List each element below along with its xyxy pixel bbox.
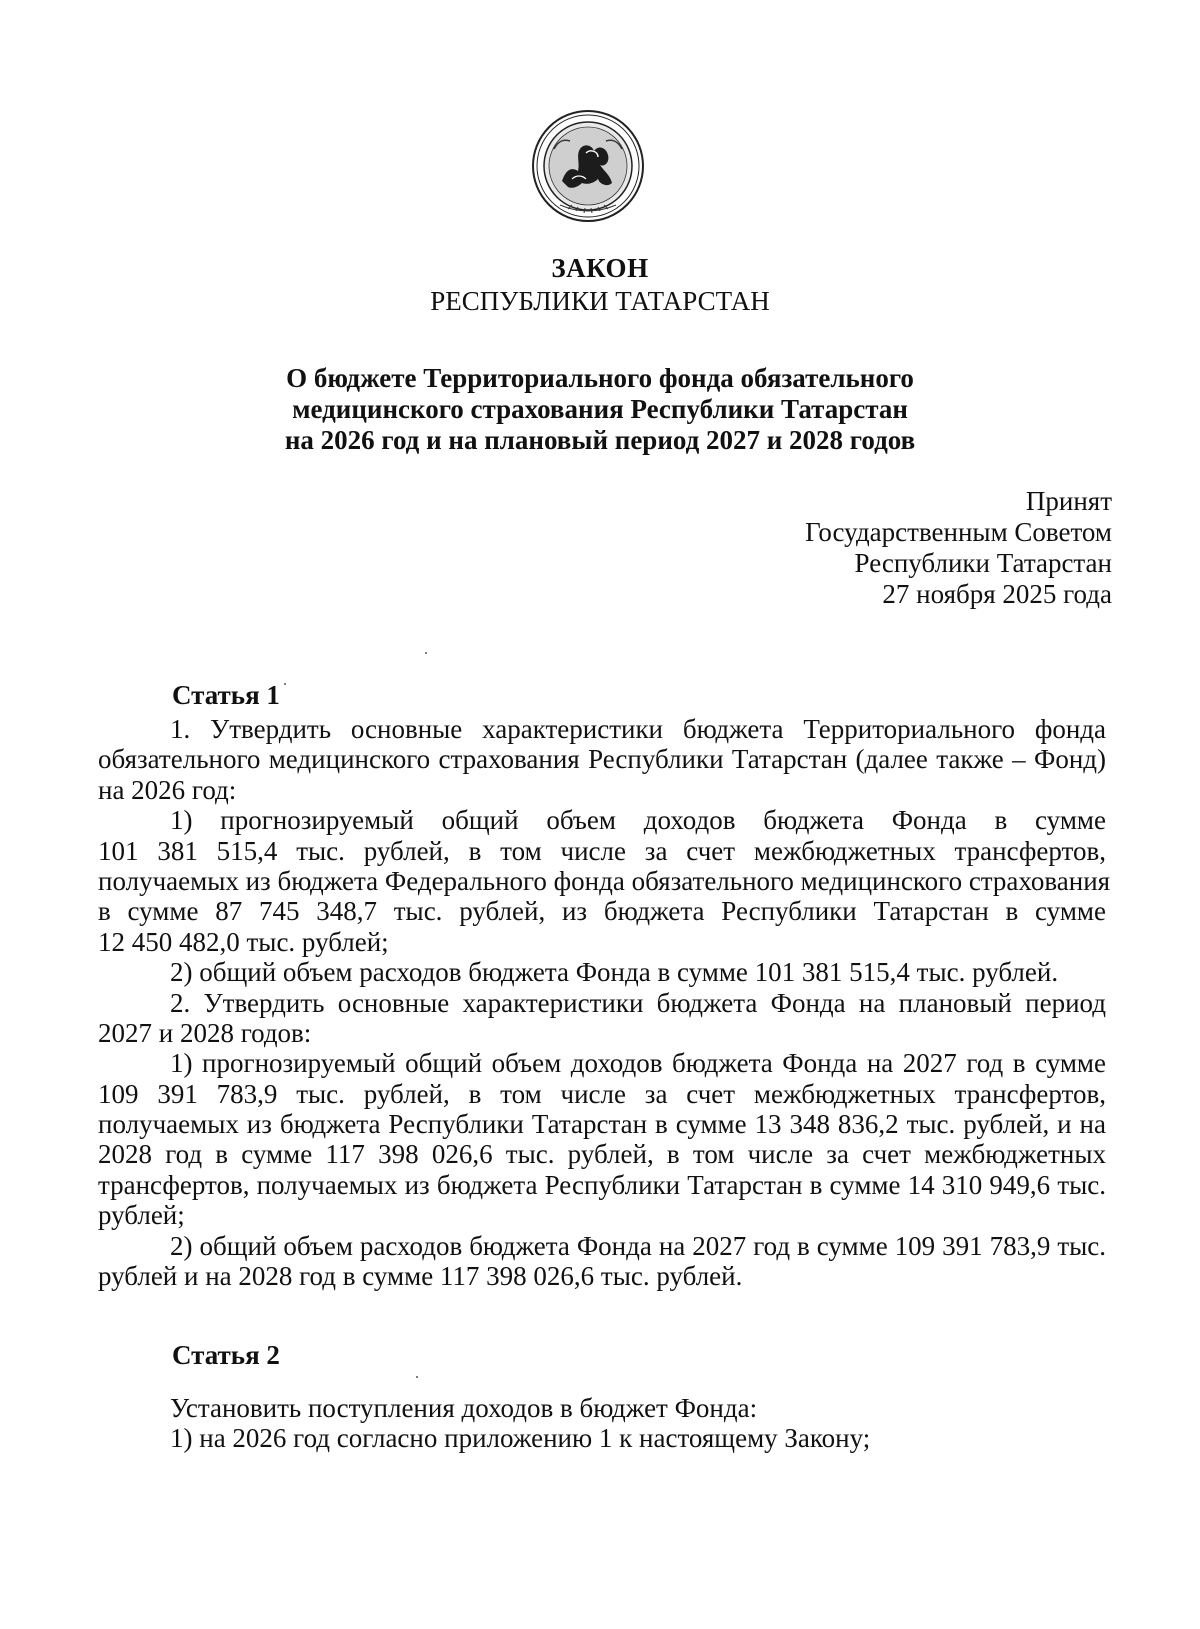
title-line: медицинского страхования Республики Татарстан xyxy=(292,394,908,424)
article-2-body xyxy=(98,1393,1106,1454)
paragraph-line: 1) прогнозируемый общий объем доходов бюджета Фонда на 2027 год в сумме xyxy=(170,1048,1106,1079)
paragraph-line: Установить поступления доходов в бюджет Фонда: xyxy=(170,1393,758,1423)
adoption-date: 27 ноября 2025 года xyxy=(882,579,1112,609)
paragraph-line: 2028 год в сумме 117 398 026,6 тыс. рублей, в том числе за счет межбюджетных xyxy=(98,1139,1106,1170)
paragraph-line: 1. Утвердить основные характеристики бюджета Территориального фонда xyxy=(170,714,1106,744)
adoption-line: Государственным Советом xyxy=(805,517,1112,547)
adoption-line: Принят xyxy=(1025,486,1112,516)
scan-speck xyxy=(284,683,286,685)
paragraph-line: 2) общий объем расходов бюджета Фонда в сумме 101 381 515,4 тыс. рублей. xyxy=(170,957,1059,988)
title-line: на 2026 год и на плановый период 2027 и 2028 годов xyxy=(284,425,916,455)
paragraph-line: в сумме 87 745 348,7 тыс. рублей, из бюджета Республики Татарстан в сумме xyxy=(98,896,1106,927)
paragraph-line: 1) прогнозируемый общий объем доходов бюджета Фонда в сумме xyxy=(170,805,1106,836)
paragraph-line: трансфертов, получаемых из бюджета Республики Татарстан в сумме 14 310 949,6 тыс. xyxy=(98,1169,1106,1200)
paragraph-line: 1) на 2026 год согласно приложению 1 к настоящему Закону; xyxy=(170,1423,871,1454)
paragraph-line: получаемых из бюджета Федерального фонда обязательного медицинского страхования xyxy=(98,865,1111,896)
paragraph-line: обязательного медицинского страхования Республики Татарстан (далее также – Фонд) xyxy=(98,744,1106,775)
paragraph-line: 101 381 515,4 тыс. рублей, в том числе за счет межбюджетных трансфертов, xyxy=(98,835,1106,866)
paragraph-line: 12 450 482,0 тыс. рублей; xyxy=(98,926,389,957)
scan-speck xyxy=(416,1376,418,1378)
paragraph-line: 2) общий объем расходов бюджета Фонда на 2027 год в сумме 109 391 783,9 тыс. xyxy=(170,1230,1106,1261)
article-2-heading: Статья 2 xyxy=(172,1340,280,1370)
paragraph-line: 2027 и 2028 годов: xyxy=(98,1017,312,1048)
paragraph-line: 109 391 783,9 тыс. рублей, в том числе за счет межбюджетных трансфертов, xyxy=(98,1078,1106,1109)
law-label: ЗАКОН xyxy=(551,253,649,283)
republic-label: РЕСПУБЛИКИ ТАТАРСТАН xyxy=(430,286,770,316)
article-1-heading: Статья 1 xyxy=(172,680,280,710)
article-1-body xyxy=(98,714,1111,1292)
adoption-block xyxy=(805,486,1112,610)
paragraph-line: рублей; xyxy=(98,1200,185,1231)
title-line: О бюджете Территориального фонда обязательного xyxy=(286,363,914,393)
paragraph-line: рублей и на 2028 год в сумме 117 398 026,6 тыс. рублей. xyxy=(98,1261,743,1292)
tatarstan-coat-of-arms-icon xyxy=(528,109,648,224)
law-title xyxy=(0,363,1200,456)
paragraph-line: 2. Утвердить основные характеристики бюджета Фонда на плановый период xyxy=(170,987,1106,1018)
scan-speck xyxy=(425,652,427,654)
paragraph-line: на 2026 год: xyxy=(98,774,237,805)
paragraph-line: получаемых из бюджета Республики Татарстан в сумме 13 348 836,2 тыс. рублей, и на xyxy=(98,1109,1106,1140)
adoption-line: Республики Татарстан xyxy=(854,548,1112,578)
